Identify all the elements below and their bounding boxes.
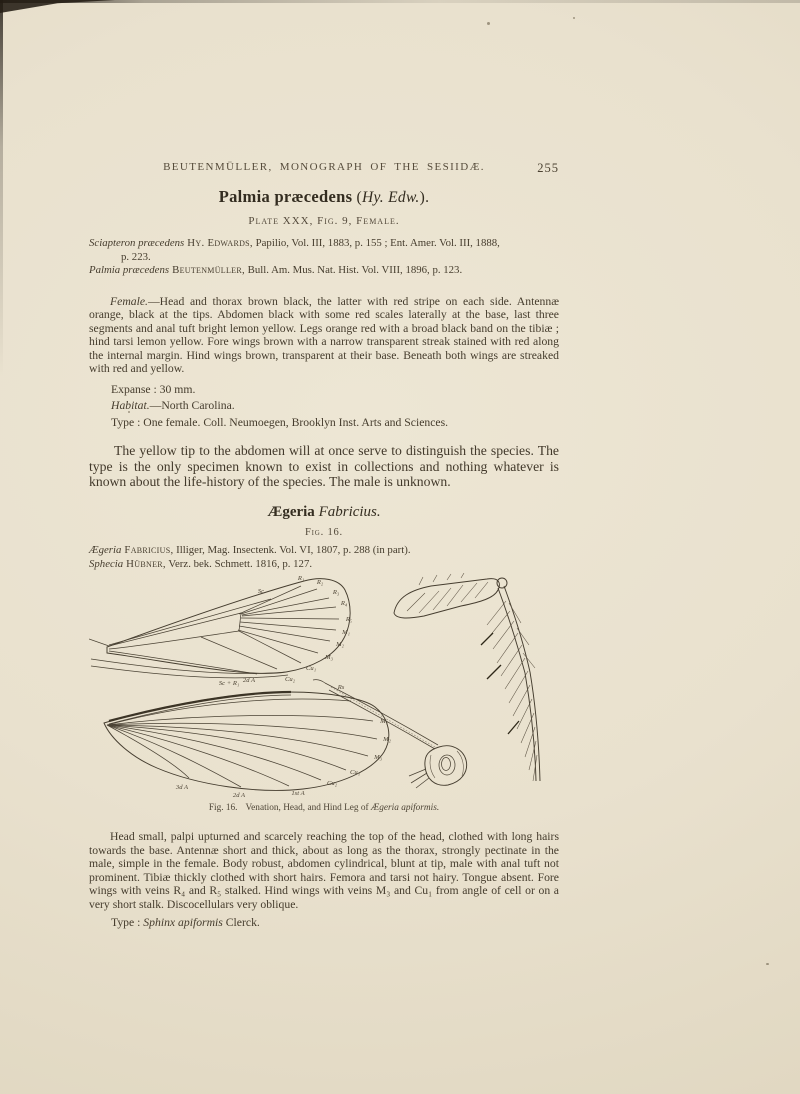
figure-reference: Fig. 16. bbox=[304, 527, 343, 539]
species-title-paren-close: ). bbox=[419, 189, 430, 206]
vein-label: R₂ bbox=[316, 579, 324, 587]
habitat-text: —North Carolina. bbox=[149, 399, 235, 413]
vein-label: M₁ bbox=[342, 629, 350, 637]
vein-label: Cu₂ bbox=[285, 676, 295, 684]
figure-caption-text: Venation, Head, and Hind Leg of bbox=[245, 803, 371, 814]
vein-label: R₅ bbox=[345, 616, 353, 624]
paper-speck bbox=[766, 963, 769, 965]
figure-hindleg bbox=[394, 573, 540, 781]
vein-label: M₁ bbox=[380, 718, 388, 726]
genus-name: Ægeria bbox=[267, 504, 315, 521]
synonym-name: Ægeria bbox=[89, 544, 122, 557]
plate-reference: Plate XXX, Fig. 9, Female. bbox=[248, 215, 400, 227]
vein-label: Cu₁ bbox=[350, 769, 360, 777]
synonym-reference-continuation: p. 223. bbox=[121, 250, 151, 263]
synonym-reference: Papilio, Vol. III, 1883, p. 155 ; Ent. Amer. Vol. III, 1888, bbox=[252, 237, 500, 249]
type-line: Type : One female. Coll. Neumoegen, Brooklyn Inst. Arts and Sciences. bbox=[111, 415, 449, 429]
vein-label: R₁ bbox=[297, 575, 305, 583]
type-suffix: Clerck. bbox=[222, 916, 260, 930]
genus-heading bbox=[89, 504, 559, 521]
synonymy-entry bbox=[89, 544, 559, 558]
vein-label: M₃ bbox=[325, 654, 333, 662]
description-lead: Female. bbox=[110, 294, 148, 308]
synonym-name: Sphecia bbox=[89, 557, 124, 570]
species-synonymy bbox=[89, 237, 559, 278]
synonym-reference: Illiger, Mag. Insectenk. Vol. VI, 1807, p. 288 (in part). bbox=[173, 544, 411, 557]
genus-synonymy bbox=[89, 544, 559, 571]
synonym-authority: Hy. Edwards, bbox=[184, 237, 253, 249]
vein-label: 3d A bbox=[175, 784, 189, 792]
vein-label: M₂ bbox=[383, 736, 391, 744]
figure-forewing bbox=[89, 575, 353, 684]
venation-illustration bbox=[89, 573, 559, 799]
figure-16 bbox=[89, 573, 559, 813]
figure-caption-number: Fig. 16. bbox=[208, 803, 238, 814]
figure-hindwing bbox=[104, 680, 392, 799]
genus-type-line bbox=[89, 916, 559, 929]
vein-label: Cu₁ bbox=[306, 665, 316, 673]
species-title bbox=[89, 187, 559, 207]
synonymy-entry bbox=[89, 264, 559, 278]
vein-label: R₄ bbox=[340, 600, 348, 608]
page-number: 255 bbox=[537, 161, 559, 175]
scan-edge-left bbox=[0, 0, 3, 420]
synonym-authority: Fabricius, bbox=[121, 544, 174, 557]
expanse-line: Expanse : 30 mm. bbox=[111, 382, 196, 396]
species-name: Palmia præcedens bbox=[218, 187, 353, 206]
running-header bbox=[89, 161, 559, 173]
habitat-lead: Habitat. bbox=[111, 399, 150, 413]
vein-label: Rs bbox=[337, 684, 345, 692]
vein-label: 2d A bbox=[242, 677, 256, 685]
vein-label: 1st A bbox=[291, 790, 305, 798]
vein-label: Cu₂ bbox=[327, 780, 337, 788]
type-species: Sphinx apiformis bbox=[143, 916, 223, 930]
page-content bbox=[89, 0, 559, 930]
vein-label: R₃ bbox=[332, 589, 340, 597]
synonymy-entry bbox=[89, 558, 559, 572]
vein-label: Sc bbox=[257, 588, 265, 596]
female-description bbox=[89, 295, 559, 376]
figure-caption bbox=[89, 803, 559, 813]
vein-label: M₂ bbox=[336, 641, 344, 649]
synonymy-entry bbox=[89, 237, 559, 264]
synonym-name: Palmia præcedens bbox=[89, 264, 170, 276]
species-author: Hy. Edw. bbox=[361, 189, 420, 206]
species-title-paren-open: ( bbox=[352, 189, 362, 206]
vein-label: M₃ bbox=[374, 754, 382, 762]
paper-speck bbox=[573, 17, 575, 19]
genus-author: Fabricius. bbox=[314, 504, 381, 521]
habitat-line bbox=[89, 399, 559, 412]
vein-label: Sc + R₁ bbox=[218, 680, 240, 688]
figure-caption-species: Ægeria apiformis. bbox=[370, 803, 440, 814]
synonym-reference: Bull. Am. Mus. Nat. Hist. Vol. VIII, 1896, p. 123. bbox=[244, 264, 463, 276]
synonym-reference: Verz. bek. Schmett. 1816, p. 127. bbox=[165, 557, 313, 570]
figure-head bbox=[313, 680, 467, 788]
running-title: BEUTENMÜLLER, MONOGRAPH OF THE SESIIDÆ. bbox=[163, 161, 485, 173]
synonym-authority: Hübner, bbox=[123, 557, 166, 570]
synonym-authority: Beutenmüller, bbox=[169, 264, 245, 276]
synonym-name: Sciapteron præcedens bbox=[89, 237, 185, 249]
type-prefix: Type : bbox=[111, 916, 144, 930]
genus-description: Head small, palpi upturned and scarcely reaching the top of the head, clothed with long hairs towards the base. Antennæ short and thick, about as long as the thorax, strongly pectinate in the male, simple in the female. Body robust, abdomen cylindrical, blunt at tip, male with anal tuft not prominent. Tibiæ thickly clothed with short hairs. Femora and tarsi not hairy. Tongue absent. Fore wings with veins R₄ and R₅ stalked. Hind wings with veins M₃ and Cu₁ from angle of cell or on a very short stalk. Discocellulars very oblique. bbox=[89, 830, 559, 911]
vein-label: 2d A bbox=[232, 792, 246, 800]
description-text: —Head and thorax brown black, the latter with red stripe on each side. Antennæ orange, black at the tips. Abdomen black with some red scales laterally at the base, last three segments and anal tuft bright lemon yellow. Legs orange red with a broad black band on the tibiæ ; hind tarsi lemon yellow. Fore wings brown with a narrow transparent streak stained with red along the internal margin. Hind wings brown, transparent at their base. Beneath both wings are streaked with red and yellow. bbox=[89, 294, 559, 375]
remarks-paragraph: The yellow tip to the abdomen will at once serve to distinguish the species. The type is the only specimen known to exist in collections and nothing whatever is known about the life-history of the species. The male is unknown. bbox=[89, 443, 559, 489]
